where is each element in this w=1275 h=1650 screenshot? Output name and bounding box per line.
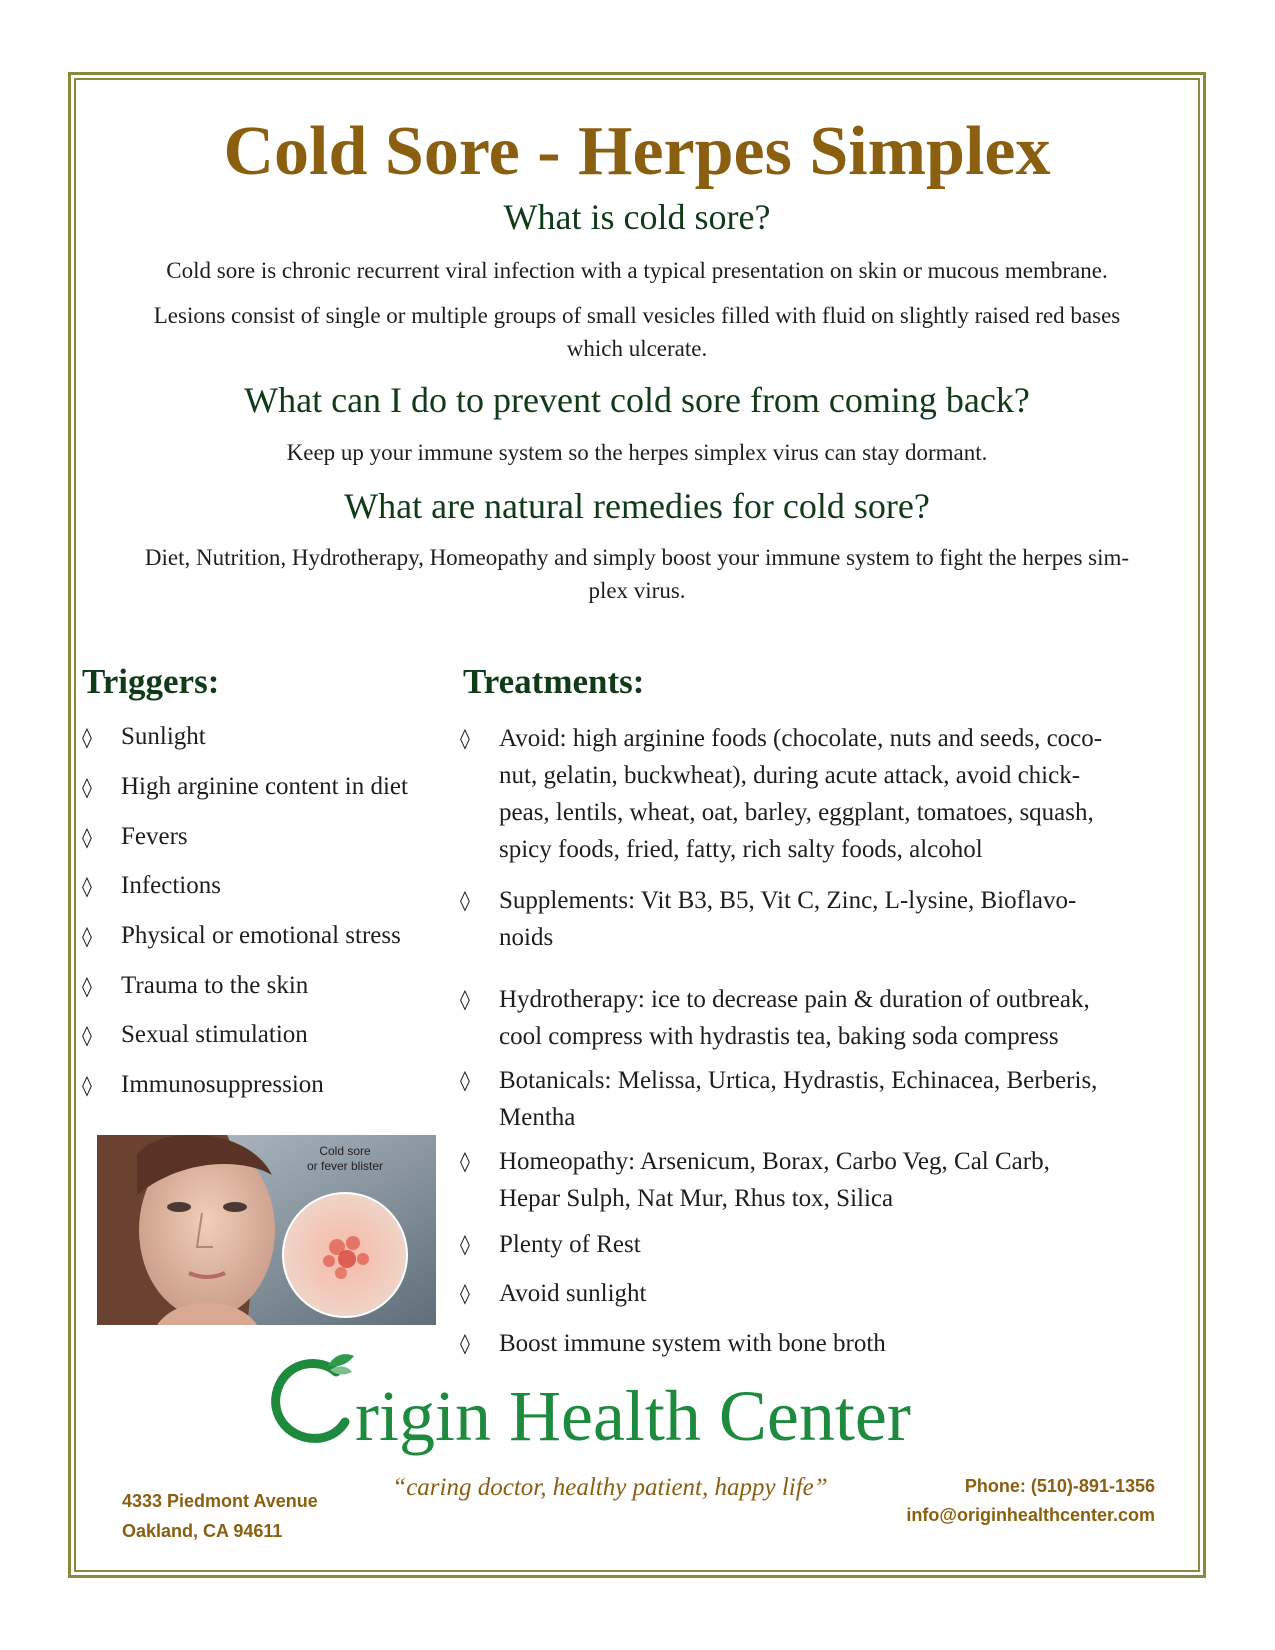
- treatment-item: [460, 720, 1180, 868]
- treatment-item-line: noids: [499, 924, 554, 951]
- image-caption-line-1: Cold sore: [319, 1144, 371, 1158]
- diamond-bullet-icon: ◊: [460, 1331, 470, 1355]
- cold-sore-illustration: [97, 1135, 436, 1325]
- treatment-item: [460, 882, 1180, 956]
- treatment-item-line: Botanicals: Melissa, Urtica, Hydrastis, Echinacea, Berberis,: [499, 1067, 1098, 1094]
- what-is-heading: What is cold sore?: [503, 197, 771, 237]
- tagline: “caring doctor, healthy patient, happy life”: [392, 1474, 828, 1501]
- phone: Phone: (510)-891-1356: [964, 1476, 1155, 1496]
- diamond-bullet-icon: ◊: [82, 924, 92, 948]
- remedies-paragraph-line-1: Diet, Nutrition, Hydrotherapy, Homeopathy and simply boost your immune system to fight the herpes sim-: [144, 545, 1130, 570]
- what-is-paragraph-1: Cold sore is chronic recurrent viral infection with a typical presentation on skin or mucous membrane.: [166, 258, 1108, 283]
- treatment-item-line: peas, lentils, wheat, oat, barley, eggplant, tomatoes, squash,: [499, 799, 1094, 826]
- treatment-item: [460, 1062, 1180, 1136]
- diamond-bullet-icon: ◊: [82, 1073, 92, 1097]
- address-line-2: Oakland, CA 94611: [122, 1521, 283, 1541]
- treatment-item-line: Homeopathy: Arsenicum, Borax, Carbo Veg, Cal Carb,: [499, 1148, 1050, 1175]
- address-line-1: 4333 Piedmont Avenue: [122, 1491, 318, 1511]
- trigger-item-text: Fevers: [121, 823, 188, 850]
- email-link[interactable]: info@originhealthcenter.com: [906, 1505, 1155, 1525]
- logo-mark: [266, 1350, 358, 1450]
- diamond-bullet-icon: ◊: [82, 1023, 92, 1047]
- treatment-item: [460, 1226, 1180, 1263]
- diamond-bullet-icon: ◊: [460, 1232, 470, 1256]
- treatment-item-line: Plenty of Rest: [499, 1231, 641, 1258]
- prevent-paragraph: Keep up your immune system so the herpes simplex virus can stay dormant.: [286, 440, 988, 465]
- diamond-bullet-icon: ◊: [82, 775, 92, 799]
- treatment-item-line: Avoid sunlight: [499, 1280, 647, 1307]
- treatment-item: [460, 1275, 1180, 1312]
- logo-text: rigin Health Center: [355, 1376, 911, 1456]
- trigger-item-text: Physical or emotional stress: [121, 922, 401, 949]
- remedies-heading: What are natural remedies for cold sore?: [344, 486, 930, 526]
- page-title: Cold Sore - Herpes Simplex: [223, 113, 1051, 190]
- treatment-item-line: Boost immune system with bone broth: [499, 1330, 886, 1357]
- diamond-bullet-icon: ◊: [82, 825, 92, 849]
- image-caption-line-2: or fever blister: [306, 1159, 384, 1173]
- trigger-item-text: Trauma to the skin: [121, 972, 309, 999]
- diamond-bullet-icon: ◊: [82, 725, 92, 749]
- diamond-bullet-icon: ◊: [82, 874, 92, 898]
- trigger-item-text: Sexual stimulation: [121, 1021, 308, 1048]
- diamond-bullet-icon: ◊: [460, 1281, 470, 1305]
- triggers-heading: Triggers:: [82, 662, 220, 701]
- treatment-item-line: nut, gelatin, buckwheat), during acute attack, avoid chick-: [499, 762, 1081, 789]
- treatment-item-line: Avoid: high arginine foods (chocolate, nuts and seeds, coco-: [499, 725, 1103, 752]
- leaf-icon: [328, 1354, 354, 1366]
- treatment-item: [460, 1325, 1180, 1362]
- what-is-paragraph-2-line-1: Lesions consist of single or multiple groups of small vesicles filled with fluid on slightly raised red bases: [153, 303, 1121, 328]
- treatment-item: [460, 981, 1180, 1055]
- diamond-bullet-icon: ◊: [460, 987, 470, 1011]
- treatment-item-line: Hepar Sulph, Nat Mur, Rhus tox, Silica: [499, 1185, 894, 1212]
- treatment-item-line: Hydrotherapy: ice to decrease pain & duration of outbreak,: [499, 986, 1090, 1013]
- diamond-bullet-icon: ◊: [460, 726, 470, 750]
- diamond-bullet-icon: ◊: [82, 974, 92, 998]
- trigger-item-text: Immunosuppression: [121, 1071, 324, 1098]
- treatment-item-line: Mentha: [499, 1104, 576, 1131]
- trigger-item-text: High arginine content in diet: [121, 773, 408, 800]
- treatment-item-line: spicy foods, fried, fatty, rich salty foods, alcohol: [499, 836, 983, 863]
- diamond-bullet-icon: ◊: [460, 1149, 470, 1173]
- treatment-item: [460, 1143, 1180, 1217]
- remedies-paragraph-line-2: plex virus.: [588, 578, 686, 603]
- treatments-heading: Treatments:: [463, 662, 645, 701]
- diamond-bullet-icon: ◊: [460, 888, 470, 912]
- treatment-item-line: cool compress with hydrastis tea, baking soda compress: [499, 1023, 1059, 1050]
- prevent-heading: What can I do to prevent cold sore from coming back?: [244, 380, 1030, 420]
- treatment-item-line: Supplements: Vit B3, B5, Vit C, Zinc, L-lysine, Bioflavo-: [499, 887, 1077, 914]
- what-is-paragraph-2-line-2: which ulcerate.: [566, 336, 708, 361]
- diamond-bullet-icon: ◊: [460, 1068, 470, 1092]
- trigger-item-text: Sunlight: [121, 723, 206, 750]
- trigger-item-text: Infections: [121, 872, 221, 899]
